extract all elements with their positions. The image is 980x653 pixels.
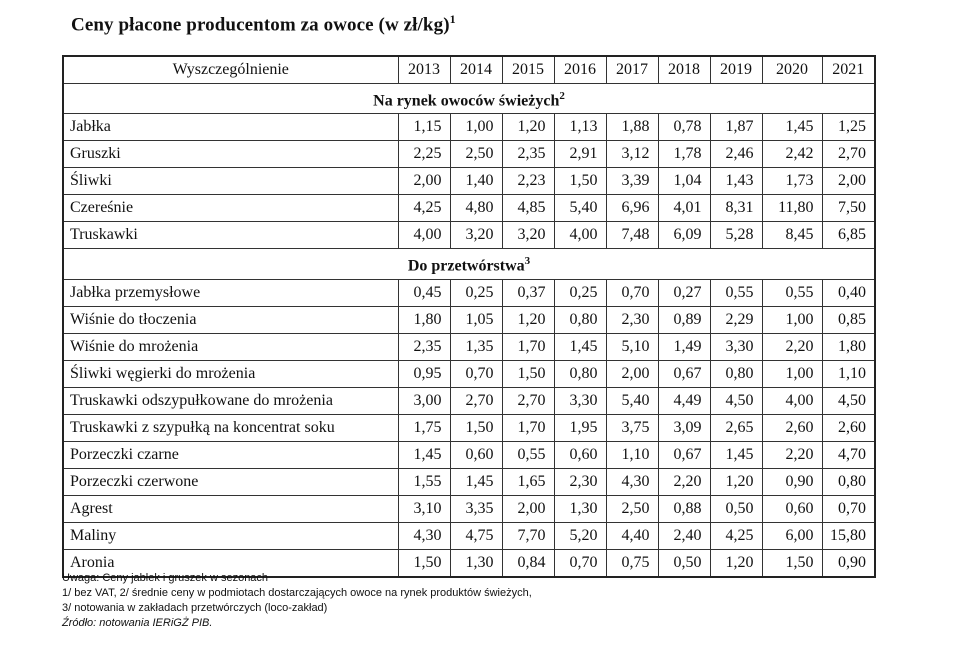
fruit-prices-table bbox=[62, 55, 876, 578]
price-cell: 0,80 bbox=[710, 360, 762, 387]
price-cell: 0,60 bbox=[554, 441, 606, 468]
table-row bbox=[63, 441, 875, 468]
price-cell: 1,05 bbox=[450, 306, 502, 333]
price-cell: 4,80 bbox=[450, 195, 502, 222]
price-cell: 1,30 bbox=[554, 495, 606, 522]
price-cell: 2,91 bbox=[554, 141, 606, 168]
price-cell: 0,80 bbox=[822, 468, 875, 495]
price-cell: 3,75 bbox=[606, 414, 658, 441]
table-row bbox=[63, 387, 875, 414]
price-cell: 1,45 bbox=[450, 468, 502, 495]
table-title: Ceny płacone producentom za owoce (w zł/kg)$^1$ bbox=[71, 12, 456, 36]
price-cell: 1,45 bbox=[762, 114, 822, 141]
row-label: Aronia bbox=[63, 549, 398, 577]
price-cell: 8,31 bbox=[710, 195, 762, 222]
price-cell: 1,20 bbox=[502, 306, 554, 333]
header-row bbox=[63, 56, 875, 84]
price-cell: 5,10 bbox=[606, 333, 658, 360]
price-cell: 1,75 bbox=[398, 414, 450, 441]
price-cell: 1,45 bbox=[710, 441, 762, 468]
price-cell: 1,87 bbox=[710, 114, 762, 141]
row-label: Maliny bbox=[63, 522, 398, 549]
price-cell: 1,25 bbox=[822, 114, 875, 141]
price-cell: 0,80 bbox=[554, 360, 606, 387]
table-row bbox=[63, 522, 875, 549]
price-cell: 3,10 bbox=[398, 495, 450, 522]
price-cell: 1,04 bbox=[658, 168, 710, 195]
title-footnote-mark: 1 bbox=[449, 12, 456, 26]
note-line-2: 3/ notowania w zakładach przetwórczych (loco-zakład) bbox=[62, 602, 328, 614]
price-cell: 2,40 bbox=[658, 522, 710, 549]
price-cell: 1,95 bbox=[554, 414, 606, 441]
price-cell: 2,20 bbox=[762, 441, 822, 468]
row-label: Śliwki węgierki do mrożenia bbox=[63, 360, 398, 387]
price-cell: 4,01 bbox=[658, 195, 710, 222]
price-cell: 4,00 bbox=[762, 387, 822, 414]
price-cell: 0,89 bbox=[658, 306, 710, 333]
table-row bbox=[63, 195, 875, 222]
year-header: 2019 bbox=[710, 56, 762, 84]
price-cell: 0,67 bbox=[658, 441, 710, 468]
year-header: 2018 bbox=[658, 56, 710, 84]
price-cell: 6,85 bbox=[822, 222, 875, 249]
price-cell: 0,70 bbox=[554, 549, 606, 577]
price-cell: 0,88 bbox=[658, 495, 710, 522]
price-cell: 4,70 bbox=[822, 441, 875, 468]
price-cell: 4,50 bbox=[710, 387, 762, 414]
price-cell: 2,35 bbox=[502, 141, 554, 168]
price-cell: 4,49 bbox=[658, 387, 710, 414]
price-cell: 1,20 bbox=[710, 468, 762, 495]
price-cell: 4,40 bbox=[606, 522, 658, 549]
section-footnote-mark: 3 bbox=[524, 255, 531, 268]
price-cell: 0,25 bbox=[450, 279, 502, 306]
table-row bbox=[63, 414, 875, 441]
price-cell: 1,70 bbox=[502, 333, 554, 360]
price-cell: 1,65 bbox=[502, 468, 554, 495]
price-cell: 4,25 bbox=[710, 522, 762, 549]
price-cell: 3,12 bbox=[606, 141, 658, 168]
price-cell: 2,60 bbox=[822, 414, 875, 441]
price-cell: 1,40 bbox=[450, 168, 502, 195]
price-cell: 1,80 bbox=[398, 306, 450, 333]
price-cell: 0,70 bbox=[822, 495, 875, 522]
price-cell: 1,50 bbox=[398, 549, 450, 577]
table-row bbox=[63, 360, 875, 387]
price-cell: 6,96 bbox=[606, 195, 658, 222]
price-cell: 1,30 bbox=[450, 549, 502, 577]
year-header: 2014 bbox=[450, 56, 502, 84]
section-header-row bbox=[63, 249, 875, 279]
price-cell: 2,30 bbox=[606, 306, 658, 333]
price-cell: 0,85 bbox=[822, 306, 875, 333]
row-label: Truskawki z szypułką na koncentrat soku bbox=[63, 414, 398, 441]
price-cell: 0,45 bbox=[398, 279, 450, 306]
price-cell: 2,29 bbox=[710, 306, 762, 333]
table-row bbox=[63, 114, 875, 141]
price-cell: 2,46 bbox=[710, 141, 762, 168]
price-cell: 1,50 bbox=[762, 549, 822, 577]
price-cell: 1,80 bbox=[822, 333, 875, 360]
price-cell: 0,90 bbox=[762, 468, 822, 495]
price-cell: 0,37 bbox=[502, 279, 554, 306]
section-title bbox=[63, 249, 875, 279]
header-label: Wyszczególnienie bbox=[63, 56, 398, 84]
price-cell: 1,45 bbox=[554, 333, 606, 360]
price-cell: 2,00 bbox=[822, 168, 875, 195]
price-cell: 7,70 bbox=[502, 522, 554, 549]
year-header: 2015 bbox=[502, 56, 554, 84]
price-cell: 0,80 bbox=[554, 306, 606, 333]
price-cell: 1,43 bbox=[710, 168, 762, 195]
price-cell: 0,60 bbox=[762, 495, 822, 522]
price-cell: 2,00 bbox=[398, 168, 450, 195]
price-cell: 0,78 bbox=[658, 114, 710, 141]
source-note: Źródło: notowania IERiGŻ PIB. bbox=[62, 617, 213, 629]
price-cell: 3,30 bbox=[710, 333, 762, 360]
row-label: Wiśnie do tłoczenia bbox=[63, 306, 398, 333]
price-cell: 1,50 bbox=[554, 168, 606, 195]
price-cell: 4,25 bbox=[398, 195, 450, 222]
price-cell: 0,50 bbox=[658, 549, 710, 577]
price-cell: 1,00 bbox=[762, 306, 822, 333]
price-cell: 1,10 bbox=[606, 441, 658, 468]
price-cell: 1,55 bbox=[398, 468, 450, 495]
row-label: Jabłka przemysłowe bbox=[63, 279, 398, 306]
table-row bbox=[63, 495, 875, 522]
price-cell: 5,40 bbox=[606, 387, 658, 414]
price-cell: 1,88 bbox=[606, 114, 658, 141]
table-row bbox=[63, 333, 875, 360]
price-cell: 3,30 bbox=[554, 387, 606, 414]
price-cell: 15,80 bbox=[822, 522, 875, 549]
price-cell: 3,35 bbox=[450, 495, 502, 522]
price-cell: 0,84 bbox=[502, 549, 554, 577]
price-cell: 1,73 bbox=[762, 168, 822, 195]
price-cell: 2,23 bbox=[502, 168, 554, 195]
row-label: Porzeczki czarne bbox=[63, 441, 398, 468]
price-cell: 4,00 bbox=[554, 222, 606, 249]
price-cell: 3,09 bbox=[658, 414, 710, 441]
table-row bbox=[63, 222, 875, 249]
price-cell: 3,20 bbox=[502, 222, 554, 249]
price-cell: 0,67 bbox=[658, 360, 710, 387]
price-cell: 2,65 bbox=[710, 414, 762, 441]
price-cell: 4,85 bbox=[502, 195, 554, 222]
price-cell: 7,48 bbox=[606, 222, 658, 249]
price-cell: 0,55 bbox=[762, 279, 822, 306]
year-header: 2016 bbox=[554, 56, 606, 84]
price-cell: 2,70 bbox=[502, 387, 554, 414]
price-cell: 4,30 bbox=[606, 468, 658, 495]
year-header: 2017 bbox=[606, 56, 658, 84]
price-cell: 3,00 bbox=[398, 387, 450, 414]
price-cell: 0,27 bbox=[658, 279, 710, 306]
price-cell: 4,00 bbox=[398, 222, 450, 249]
section-footnote-mark: 2 bbox=[559, 90, 565, 102]
price-cell: 1,49 bbox=[658, 333, 710, 360]
price-cell: 2,30 bbox=[554, 468, 606, 495]
table-row bbox=[63, 279, 875, 306]
price-cell: 4,30 bbox=[398, 522, 450, 549]
row-label: Śliwki bbox=[63, 168, 398, 195]
year-header: 2020 bbox=[762, 56, 822, 84]
price-cell: 1,10 bbox=[822, 360, 875, 387]
row-label: Agrest bbox=[63, 495, 398, 522]
row-label: Wiśnie do mrożenia bbox=[63, 333, 398, 360]
price-cell: 1,20 bbox=[502, 114, 554, 141]
section-title-text: Na rynek owoców świeżych bbox=[373, 92, 560, 110]
year-header: 2013 bbox=[398, 56, 450, 84]
table-row bbox=[63, 468, 875, 495]
section-title-text: Do przetwórstwa bbox=[407, 257, 525, 275]
price-cell: 0,70 bbox=[450, 360, 502, 387]
price-cell: 1,20 bbox=[710, 549, 762, 577]
row-label: Porzeczki czerwone bbox=[63, 468, 398, 495]
price-cell: 2,00 bbox=[502, 495, 554, 522]
price-cell: 0,95 bbox=[398, 360, 450, 387]
price-cell: 2,00 bbox=[606, 360, 658, 387]
price-cell: 1,13 bbox=[554, 114, 606, 141]
price-cell: 5,28 bbox=[710, 222, 762, 249]
price-cell: 2,60 bbox=[762, 414, 822, 441]
price-cell: 2,42 bbox=[762, 141, 822, 168]
price-cell: 0,90 bbox=[822, 549, 875, 577]
price-cell: 5,40 bbox=[554, 195, 606, 222]
price-cell: 11,80 bbox=[762, 195, 822, 222]
price-cell: 2,25 bbox=[398, 141, 450, 168]
price-cell: 4,75 bbox=[450, 522, 502, 549]
table-body bbox=[63, 84, 875, 577]
section-header-row bbox=[63, 84, 875, 114]
price-cell: 0,50 bbox=[710, 495, 762, 522]
price-cell: 3,20 bbox=[450, 222, 502, 249]
price-cell: 0,25 bbox=[554, 279, 606, 306]
footnotes bbox=[62, 571, 532, 631]
price-cell: 2,20 bbox=[762, 333, 822, 360]
note-line-1: 1/ bez VAT, 2/ średnie ceny w podmiotach dostarczających owoce na rynek produktów świeżych, bbox=[62, 587, 532, 599]
price-cell: 2,35 bbox=[398, 333, 450, 360]
price-cell: 2,20 bbox=[658, 468, 710, 495]
price-cell: 1,15 bbox=[398, 114, 450, 141]
row-label: Czereśnie bbox=[63, 195, 398, 222]
row-label: Jabłka bbox=[63, 114, 398, 141]
price-cell: 1,50 bbox=[450, 414, 502, 441]
row-label: Truskawki odszypułkowane do mrożenia bbox=[63, 387, 398, 414]
price-cell: 7,50 bbox=[822, 195, 875, 222]
price-cell: 0,70 bbox=[606, 279, 658, 306]
price-cell: 2,70 bbox=[822, 141, 875, 168]
price-cell: 1,45 bbox=[398, 441, 450, 468]
price-cell: 1,00 bbox=[450, 114, 502, 141]
section-title bbox=[63, 84, 875, 114]
price-cell: 6,00 bbox=[762, 522, 822, 549]
price-cell: 1,78 bbox=[658, 141, 710, 168]
year-header: 2021 bbox=[822, 56, 875, 84]
table-row bbox=[63, 141, 875, 168]
price-cell: 3,39 bbox=[606, 168, 658, 195]
price-cell: 2,50 bbox=[450, 141, 502, 168]
row-label: Gruszki bbox=[63, 141, 398, 168]
price-cell: 1,50 bbox=[502, 360, 554, 387]
price-cell: 2,50 bbox=[606, 495, 658, 522]
price-cell: 5,20 bbox=[554, 522, 606, 549]
price-cell: 1,00 bbox=[762, 360, 822, 387]
note-remark: Uwaga: Ceny jabłek i gruszek w sezonach bbox=[62, 572, 269, 584]
price-cell: 0,40 bbox=[822, 279, 875, 306]
price-cell: 2,70 bbox=[450, 387, 502, 414]
table-row bbox=[63, 168, 875, 195]
price-cell: 1,70 bbox=[502, 414, 554, 441]
row-label: Truskawki bbox=[63, 222, 398, 249]
table-row bbox=[63, 306, 875, 333]
price-cell: 0,75 bbox=[606, 549, 658, 577]
price-cell: 1,35 bbox=[450, 333, 502, 360]
price-cell: 0,60 bbox=[450, 441, 502, 468]
price-cell: 0,55 bbox=[710, 279, 762, 306]
price-cell: 6,09 bbox=[658, 222, 710, 249]
price-cell: 0,55 bbox=[502, 441, 554, 468]
price-cell: 8,45 bbox=[762, 222, 822, 249]
price-cell: 4,50 bbox=[822, 387, 875, 414]
